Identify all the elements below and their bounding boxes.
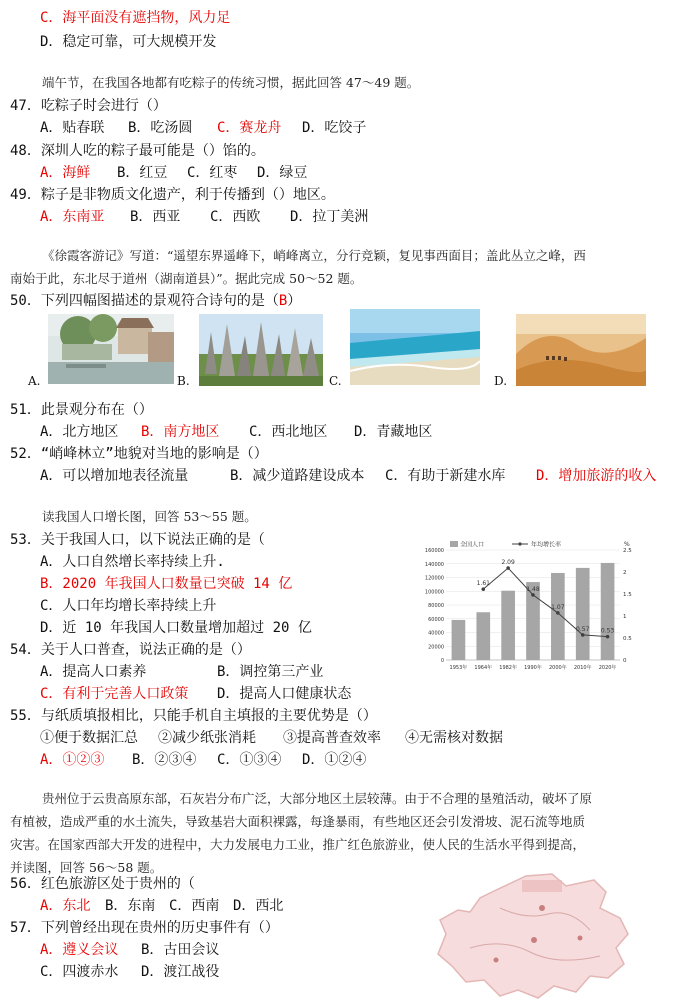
q53-option-c: C．人口年均增长率持续上升 [40, 598, 217, 614]
q53-option-d: D．近 10 年我国人口数量增加超过 20 亿 [40, 620, 312, 636]
q57-option-d: D．渡江战役 [141, 964, 220, 980]
q55-option-a: A．①②③ [40, 752, 105, 768]
left-tick-label: 160000 [424, 548, 444, 554]
right-tick-label: 1 [623, 614, 627, 620]
rate-data-label: 0.53 [600, 627, 615, 635]
left-tick-label: 60000 [428, 616, 444, 623]
q52-option-a: A．可以增加地表径流量 [40, 468, 189, 484]
x-tick-label: 1982年 [499, 665, 518, 671]
guizhou-map [430, 868, 644, 1002]
right-tick-label: 2 [623, 570, 627, 576]
q47-option-d: D．吃饺子 [302, 120, 367, 136]
bar-1982年 [501, 591, 515, 660]
bar-1964年 [476, 612, 490, 660]
x-tick-label: 1990年 [524, 665, 542, 671]
q56-option-d: D．西北 [233, 898, 284, 914]
legend-swatch-rate-dot [518, 542, 521, 545]
photo-c-label: C. [329, 374, 342, 388]
q49-option-c: C．西欧 [210, 209, 261, 225]
q47-option-a: A．贴春联 [40, 120, 105, 136]
q50-stem: 50．下列四幅图描述的景观符合诗句的是（B） [10, 293, 302, 309]
q48-option-b: B．红豆 [117, 165, 168, 181]
q48-option-a: A．海鲜 [40, 165, 91, 181]
rate-point [581, 633, 585, 637]
q47-option-c: C．赛龙舟 [217, 120, 282, 136]
legend-swatch-population [450, 541, 458, 547]
q47-stem: 47．吃粽子时会进行（） [10, 98, 167, 114]
passage-population: 读我国人口增长图，回答 53～55 题。 [42, 509, 257, 524]
q54-option-b: B．调控第三产业 [217, 664, 324, 680]
left-tick-label: 100000 [424, 589, 444, 596]
x-tick-label: 2000年 [548, 665, 567, 671]
q53-option-a: A．人口自然增长率持续上升. [40, 554, 225, 570]
q49-option-a: A．东南亚 [40, 209, 105, 225]
q51-option-b: B．南方地区 [141, 424, 220, 440]
rate-data-label: 1.48 [526, 585, 540, 593]
x-tick-label: 1953年 [449, 665, 468, 671]
photo-d-desert [516, 314, 646, 386]
q49-option-d: D．拉丁美洲 [290, 209, 369, 225]
rate-point [506, 566, 510, 570]
q56-stem: 56．红色旅游区处于贵州的（ [10, 876, 195, 892]
q56-option-c: C．西南 [169, 898, 220, 914]
q53-stem: 53．关于我国人口，以下说法正确的是（ [10, 532, 265, 548]
passage-guizhou-line3: 灾害。在国家西部大开发的进程中，大力发展电力工业，推广红色旅游业，使人民的生活水平得到提高， [10, 837, 586, 852]
left-tick-label: 40000 [428, 630, 444, 637]
q55-option-c: C．①③④ [217, 752, 282, 768]
q55-item-2: ②减少纸张消耗 [158, 730, 256, 746]
population-chart [412, 538, 638, 680]
bar-2020年 [601, 563, 615, 660]
q52-option-d: D．增加旅游的收入 [536, 468, 657, 484]
q48-option-d: D．绿豆 [257, 165, 308, 181]
q52-option-c: C．有助于新建水库 [385, 468, 506, 484]
q53-option-b: B．2020 年我国人口数量已突破 14 亿 [40, 576, 293, 592]
passage-guizhou-line1: 贵州位于云贵高原东部，石灰岩分布广泛，大部分地区土层较薄。由于不合理的垦殖活动，破坏了原 [42, 791, 593, 806]
photo-d-label: D. [494, 374, 508, 388]
q57-stem: 57．下列曾经出现在贵州的历史事件有（） [10, 920, 279, 936]
rate-point [556, 611, 560, 615]
photo-b-label: B. [177, 374, 190, 388]
q57-option-c: C．四渡赤水 [40, 964, 119, 980]
x-tick-label: 2010年 [573, 665, 592, 671]
q55-item-1: ①便于数据汇总 [40, 730, 138, 746]
bar-2000年 [551, 573, 565, 660]
right-tick-label: 1.5 [623, 592, 632, 598]
rate-point [606, 635, 610, 639]
q54-stem: 54．关于人口普查，说法正确的是（） [10, 642, 251, 658]
rate-point [481, 587, 485, 591]
legend-label-population: 全国人口 [460, 541, 485, 549]
q56-option-b: B．东南 [105, 898, 156, 914]
q49-option-b: B．西亚 [130, 209, 181, 225]
bar-2010年 [576, 568, 590, 660]
rate-data-label: 1.07 [551, 603, 565, 611]
rate-point [531, 593, 535, 597]
q50-answer: B [278, 293, 288, 309]
x-tick-label: 2020年 [598, 665, 617, 671]
q54-option-c: C．有利于完善人口政策 [40, 686, 189, 702]
rate-data-label: 0.57 [576, 625, 590, 633]
left-tick-label: 80000 [428, 603, 444, 609]
q57-option-a: A．遵义会议 [40, 942, 119, 958]
right-tick-label: 0.5 [623, 636, 632, 642]
right-axis-unit: % [624, 541, 630, 548]
right-tick-label: 2.5 [623, 548, 632, 554]
passage-guizhou-line2: 有植被，造成严重的水土流失，导致基岩大面积裸露，每逢暴雨，有些地区还会引发滑坡、泥石流等地质 [10, 814, 586, 829]
q55-stem: 55．与纸质填报相比，只能手机自主填报的主要优势是（） [10, 708, 377, 724]
q46-option-c: C．海平面没有遮挡物，风力足 [40, 10, 231, 26]
photo-a-label: A. [28, 374, 41, 388]
q47-option-b: B．吃汤圆 [128, 120, 193, 136]
q49-stem: 49．粽子是非物质文化遗产，利于传播到（）地区。 [10, 187, 335, 203]
q51-option-d: D．青藏地区 [354, 424, 433, 440]
q55-option-b: B．②③④ [132, 752, 197, 768]
q51-stem: 51．此景观分布在（） [10, 402, 153, 418]
rate-data-label: 2.09 [501, 559, 515, 567]
q51-option-c: C．西北地区 [249, 424, 328, 440]
q48-option-c: C．红枣 [187, 165, 238, 181]
q56-option-a: A．东北 [40, 898, 91, 914]
photo-c-beach [350, 309, 480, 385]
left-tick-label: 20000 [428, 644, 444, 651]
left-tick-label: 140000 [424, 561, 444, 568]
q52-option-b: B．减少道路建设成本 [230, 468, 365, 484]
q46-option-d: D．稳定可靠，可大规模开发 [40, 34, 217, 50]
passage-xu-xiake-line1: 《徐霞客游记》写道：“遥望东界遥峰下，峭峰离立，分行竞颖，复见事西面目；盖此丛立之峰，西 [42, 248, 586, 263]
rate-data-label: 1.61 [476, 580, 490, 588]
q55-item-4: ④无需核对数据 [405, 730, 503, 746]
q51-option-a: A．北方地区 [40, 424, 119, 440]
q52-stem: 52．“峭峰林立”地貌对当地的影响是（） [10, 446, 268, 462]
q54-option-a: A．提高人口素养 [40, 664, 147, 680]
passage-dragon-boat: 端午节，在我国各地都有吃粽子的传统习惯，据此回答 47～49 题。 [42, 75, 420, 90]
photo-a-river-town [48, 314, 174, 384]
right-tick-label: 0 [623, 658, 627, 664]
bar-1953年 [452, 620, 466, 660]
left-tick-label: 0 [440, 658, 444, 664]
q55-option-d: D．①②④ [302, 752, 367, 768]
q55-item-3: ③提高普查效率 [283, 730, 381, 746]
x-tick-label: 1964年 [474, 665, 493, 671]
passage-xu-xiake-line2: 南始于此，东北尽于道州（湖南道县）”。据此完成 50～52 题。 [10, 271, 363, 286]
legend-label-rate: 年均增长率 [531, 541, 562, 549]
photo-b-stone-forest [199, 314, 323, 386]
passage-guizhou-line4: 并读图，回答 56～58 题。 [10, 860, 163, 875]
q54-option-d: D．提高人口健康状态 [217, 686, 352, 702]
q57-option-b: B．古田会议 [141, 942, 220, 958]
q48-stem: 48．深圳人吃的粽子最可能是（）馅的。 [10, 143, 265, 159]
left-tick-label: 120000 [424, 575, 444, 582]
